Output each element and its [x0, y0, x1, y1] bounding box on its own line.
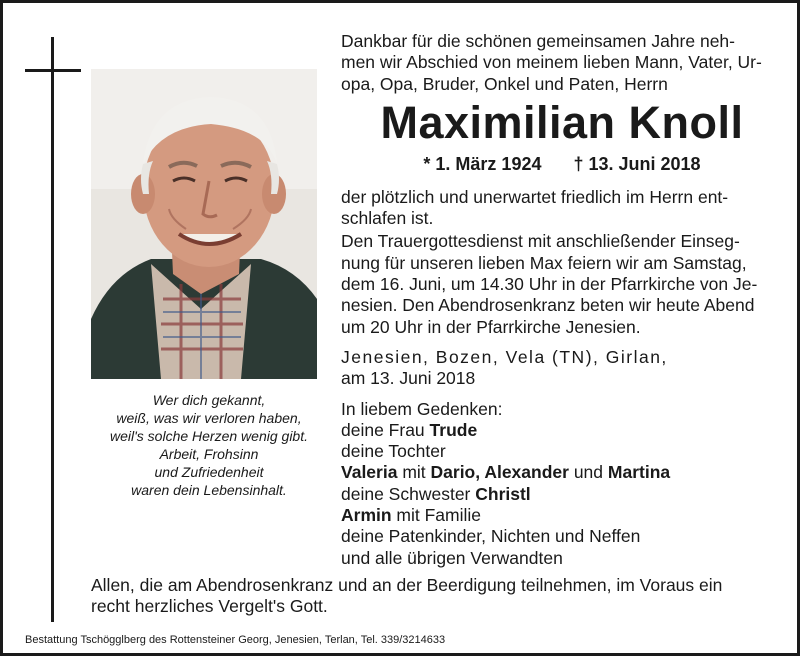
intro-line: Dankbar für die schönen gemeinsamen Jahre neh- — [341, 31, 735, 51]
latin-cross-icon — [51, 37, 54, 622]
mourners-heading: In liebem Gedenken: — [341, 398, 503, 419]
mourner-wife: deine Frau Trude — [341, 419, 478, 440]
memorial-poem — [91, 391, 327, 499]
notice-text — [341, 31, 783, 569]
birth-date: * 1. März 1924 — [423, 153, 542, 174]
poem-line: Wer dich gekannt, — [152, 392, 266, 408]
intro-line: opa, Opa, Bruder, Onkel und Paten, Herrn — [341, 73, 668, 94]
service-paragraph — [341, 231, 783, 337]
service-line: Den Trauergottesdienst mit anschließender Einseg- — [341, 231, 740, 252]
poem-line: weiß, was wir verloren haben, — [116, 410, 302, 426]
poem-line: weil's solche Herzen wenig gibt. — [110, 428, 308, 444]
mourner-daughter-label: deine Tochter — [341, 441, 446, 462]
thanks-paragraph — [91, 575, 783, 618]
poem-line: und Zufriedenheit — [154, 464, 264, 480]
mourner-relatives: und alle übrigen Verwandten — [341, 547, 563, 568]
place-line: Jenesien, Bozen, Vela (TN), Girlan, — [341, 346, 668, 367]
service-line: dem 16. Juni, um 14.30 Uhr in der Pfarrkirche von Je- — [341, 274, 758, 295]
funeral-home-footer: Bestattung Tschögglberg des Rottensteiner Georg, Jenesien, Terlan, Tel. 339/3214633 — [25, 634, 446, 646]
passing-paragraph — [341, 187, 783, 230]
place-date — [341, 347, 783, 390]
service-line: nung für unseren lieben Max feiern wir am Samstag, — [341, 252, 747, 273]
cross-bar — [25, 69, 81, 72]
passing-line: schlafen ist. — [341, 208, 434, 229]
service-line: um 20 Uhr in der Pfarrkirche Jenesien. — [341, 316, 641, 337]
portrait-photo — [91, 69, 317, 379]
mourners-list — [341, 399, 783, 569]
date-line: am 13. Juni 2018 — [341, 368, 476, 389]
death-date: † 13. Juni 2018 — [573, 153, 701, 174]
deceased-name: Maximilian Knoll — [380, 96, 744, 148]
thanks-line: recht herzliches Vergelt's Gott. — [91, 596, 328, 617]
passing-line: der plötzlich und unerwartet friedlich im Herrn ent- — [341, 186, 729, 207]
intro-paragraph — [341, 31, 783, 95]
service-line: nesien. Den Abendrosenkranz beten wir heute Abend — [341, 295, 755, 316]
intro-line: men wir Abschied von meinem lieben Mann, Vater, Ur- — [341, 52, 762, 73]
poem-line: Arbeit, Frohsinn — [159, 446, 259, 462]
mourner-sister: deine Schwester Christl — [341, 483, 531, 504]
life-dates — [341, 153, 783, 175]
mourner-godchildren: deine Patenkinder, Nichten und Neffen — [341, 526, 641, 547]
mourner-daughter: Valeria mit Dario, Alexander und Martina — [341, 462, 671, 483]
thanks-line: Allen, die am Abendrosenkranz und an der Beerdigung teilnehmen, im Voraus ein — [91, 575, 723, 595]
poem-line: waren dein Lebensinhalt. — [131, 482, 287, 498]
mourner-brother: Armin mit Familie — [341, 505, 482, 526]
